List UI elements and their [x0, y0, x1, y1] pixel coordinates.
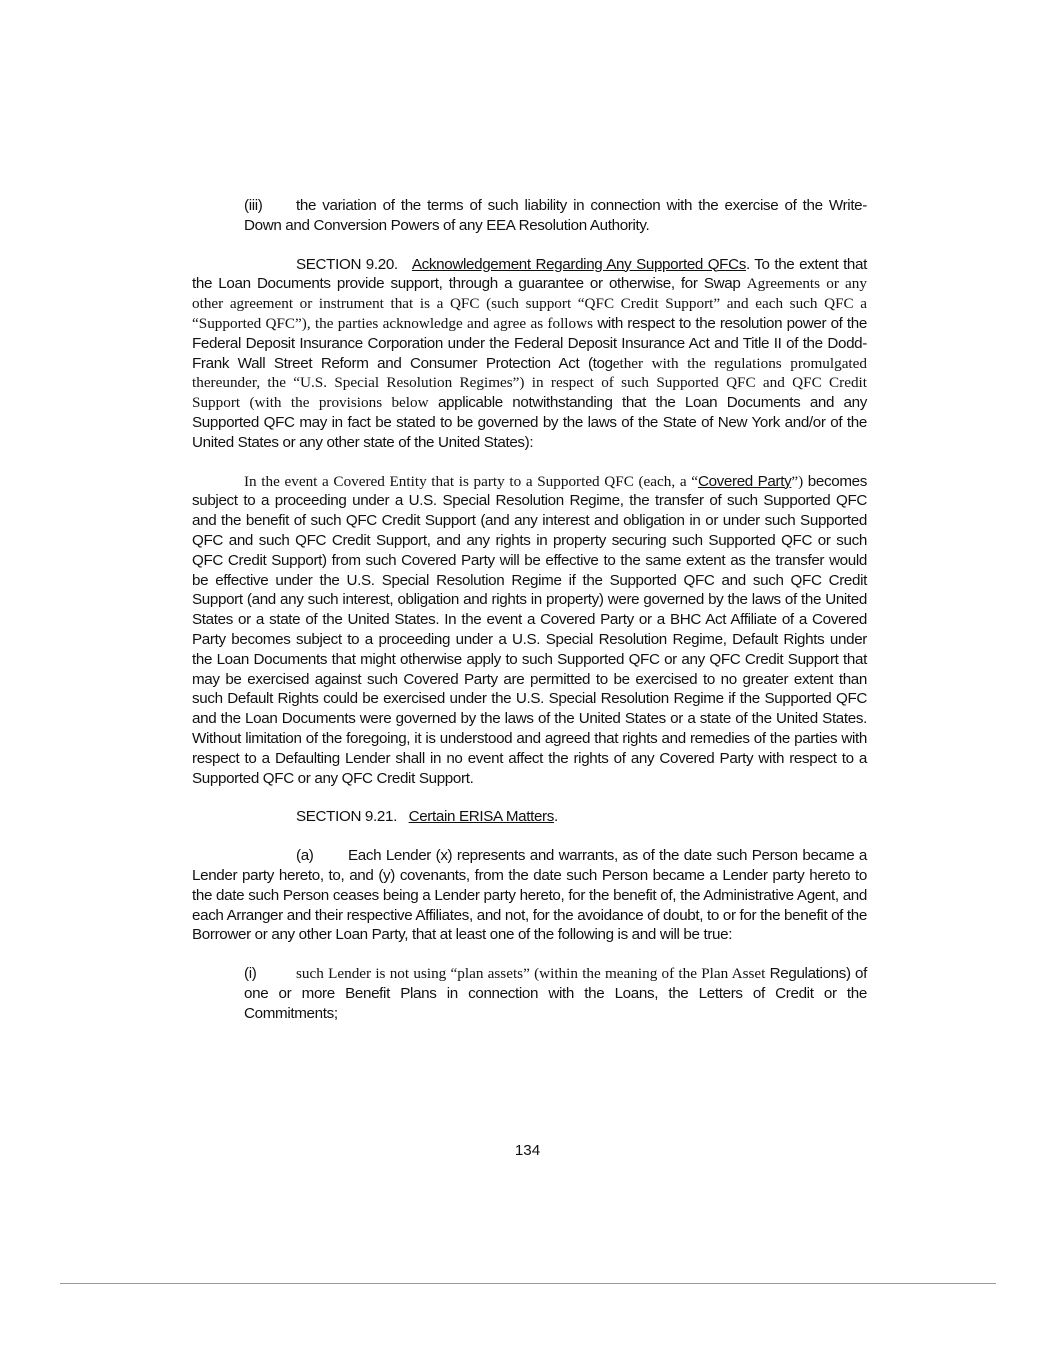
page-body [192, 196, 867, 1023]
section-9-20-intro-b: Agreements or any other agreement or instrument that is a QFC (such support “QFC Credit Support” and each such QFC a “Supported QFC”), the parties acknowledge and agree as follows [192, 275, 867, 332]
clause-i-serif: such Lender is not using “plan assets” (within the meaning of the Plan Asset [296, 965, 770, 983]
clause-a-text: Each Lender (x) represents and warrants, as of the date such Person became a Lender party hereto, to, and (y) covenants, from the date such Person became a Lender party hereto to the date such Person ceases being a Lender party hereto, for the benefit of, the Administrative Agent, and each Arranger and their respective Affiliates, and not, for the avoidance of doubt, to or for the benefit of the Borrower or any other Loan Party, that at least one of the following is and will be true: [192, 847, 867, 944]
clause-i-label: (i) [244, 965, 257, 983]
section-9-20-number: SECTION 9.20. [296, 255, 398, 273]
section-9-21-number: SECTION 9.21. [296, 808, 397, 826]
clause-iii [192, 196, 867, 236]
covered-party-lead: In the event a Covered Entity that is party to a Supported QFC (each, a “ [244, 472, 698, 490]
section-9-20-intro-a: . To the extent that the Loan Documents provide support, through a guarantee or otherwise, for Swap [192, 255, 867, 293]
section-9-21 [192, 807, 867, 827]
clause-i [192, 964, 867, 1023]
covered-party-paragraph [192, 472, 867, 789]
section-9-20-intro-e: applicable notwithstanding that the Loan Documents and any Supported QFC may in fact be stated to be governed by the laws of the State of New York and/or of the United States or any other state of the United States): [192, 394, 867, 451]
clause-a [192, 846, 867, 945]
covered-party-term: Covered Party [697, 472, 792, 490]
covered-party-close: ”) [791, 472, 808, 490]
section-9-20 [192, 255, 867, 453]
covered-party-body: becomes subject to a proceeding under a U.S. Special Resolution Regime, the transfer of such Supported QFC and the benefit of such QFC Credit Support (and any interest and obligation in or under such Supported QFC and such QFC Credit Support, and any rights in property securing such Supported QFC or such QFC Credit Support) from such Covered Party will be effective to the same extent as the transfer would be effective under the U.S. Special Resolution Regime if the Supported QFC and such QFC Credit Support (and any such interest, obligation and rights in property) were governed by the laws of the United States or a state of the United States. In the event a Covered Party or a BHC Act Affiliate of a Covered Party becomes subject to a proceeding under a U.S. Special Resolution Regime, Default Rights under the Loan Documents that might otherwise apply to such Supported QFC or any QFC Credit Support that may be exercised against such Covered Party are permitted to be exercised to no greater extent than such Default Rights could be exercised under the U.S. Special Resolution Regime if the Supported QFC and the Loan Documents were governed by the laws of the United States or a state of the United States. Without limitation of the foregoing, it is understood and agreed that rights and remedies of the parties with respect to a Defaulting Lender shall in no event affect the rights of any Covered Party with respect to a Supported QFC or any QFC Credit Support. [192, 472, 867, 787]
section-9-21-heading: Certain ERISA Matters [408, 808, 554, 826]
section-9-21-heading-end: . [554, 808, 558, 826]
section-9-20-heading: Acknowledgement Regarding Any Supported QFCs [411, 255, 746, 273]
page-divider [60, 1283, 996, 1284]
section-9-20-intro-d: ether with the regulations promulgated thereunder, the “U.S. Special Resolution Regimes”) in respect of such Supported QFC and QFC Credit Support (with the provisions below [192, 354, 867, 412]
clause-i-text: Regulations) of one or more Benefit Plans in connection with the Loans, the Letters of Credit or the Commitments; [244, 965, 867, 1022]
clause-iii-label: (iii) [244, 197, 263, 214]
section-9-20-intro-c: with respect to the resolution power of the Federal Deposit Insurance Corporation under the Federal Deposit Insurance Act and Title II of the Dodd-Frank Wall Street Reform and Consumer Protection Act (tog [192, 314, 867, 372]
clause-iii-text: the variation of the terms of such liability in connection with the exercise of the Write-Down and Conversion Powers of any EEA Resolution Authority. [244, 197, 867, 234]
page-number: 134 [514, 1142, 541, 1159]
clause-a-label: (a) [296, 847, 314, 865]
